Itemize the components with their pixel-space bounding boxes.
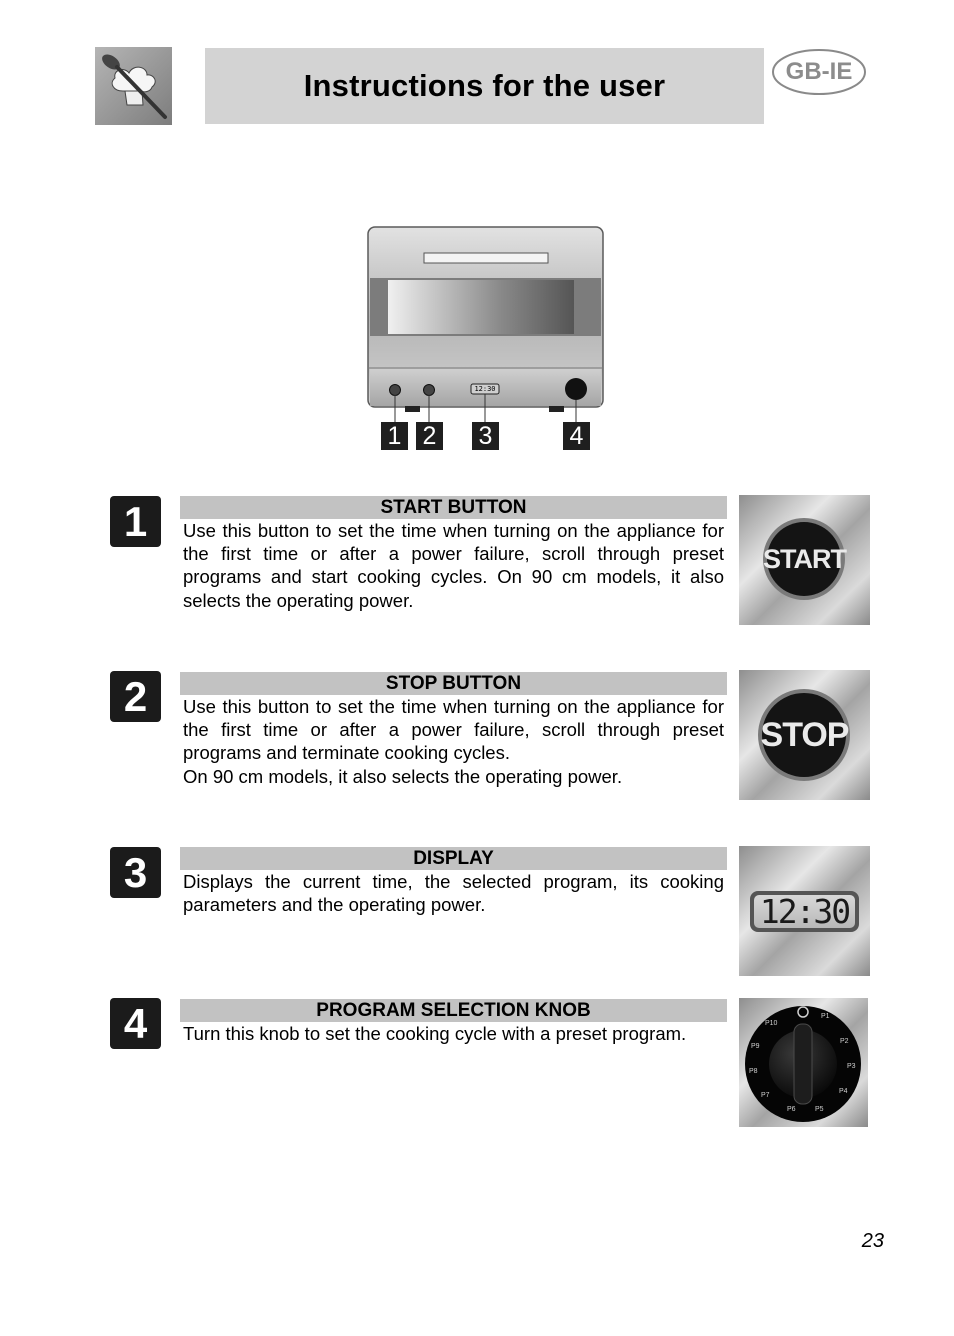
section-body-knob — [183, 1022, 724, 1045]
step-number-2 — [110, 671, 161, 722]
section-paragraph: Use this button to set the time when turning on the appliance for the first time or after a power failure, scroll through preset programs and terminate cooking cycles. — [183, 696, 724, 764]
step-number-4 — [110, 998, 161, 1049]
knob-label-p4: P4 — [839, 1088, 848, 1095]
display-readout: 12:30 — [759, 892, 850, 931]
knob-label-p2: P2 — [840, 1038, 849, 1045]
knob-label-p8: P8 — [749, 1068, 758, 1075]
section-heading-display: DISPLAY — [180, 847, 727, 870]
oven-callout-1: 1 — [387, 422, 402, 450]
knob-photo — [739, 998, 868, 1127]
knob-label-p1: P1 — [821, 1013, 830, 1020]
step-number-1 — [110, 496, 161, 547]
region-badge-text: GB-IE — [785, 58, 853, 85]
start-button-label: START — [763, 544, 846, 574]
header-title-bar — [205, 48, 764, 124]
step-number-3 — [110, 847, 161, 898]
chef-logo — [95, 47, 172, 125]
stop-button-label: STOP — [760, 716, 849, 754]
knob-label-p9: P9 — [751, 1043, 760, 1050]
knob-label-p7: P7 — [761, 1092, 770, 1099]
section-paragraph: Use this button to set the time when turning on the appliance for the first time or after a power failure, scroll through preset programs and start cooking cycles. On 90 cm models, it also selects the operating power. — [183, 520, 724, 611]
step-number-4-text: 4 — [123, 1000, 148, 1047]
section-heading-start: START BUTTON — [180, 496, 727, 519]
oven-callout-4: 4 — [569, 422, 584, 450]
knob-label-p3: P3 — [847, 1063, 856, 1070]
section-body-stop — [183, 695, 724, 788]
step-number-3-text: 3 — [123, 849, 148, 896]
section-heading-stop: STOP BUTTON — [180, 672, 727, 695]
page-title: Instructions for the user — [303, 68, 666, 103]
region-badge — [771, 48, 867, 96]
section-paragraph: Turn this knob to set the cooking cycle with a preset program. — [183, 1023, 687, 1044]
section-body-display — [183, 870, 724, 916]
stop-button-photo — [739, 670, 870, 800]
knob-label-p5: P5 — [815, 1106, 824, 1113]
start-button-photo — [739, 495, 870, 625]
section-body-start — [183, 519, 724, 612]
knob-label-p6: P6 — [787, 1106, 796, 1113]
chef-hat-spoon-icon — [95, 47, 172, 125]
section-paragraph: On 90 cm models, it also selects the operating power. — [183, 765, 623, 787]
oven-illustration — [360, 222, 610, 457]
knob-label-p10: P10 — [765, 1020, 778, 1027]
page-number: 23 — [861, 1230, 884, 1252]
oven-callout-3: 3 — [478, 422, 493, 450]
step-number-2-text: 2 — [123, 673, 148, 720]
oven-callout-2: 2 — [422, 422, 437, 450]
section-heading-knob: PROGRAM SELECTION KNOB — [180, 999, 727, 1022]
step-number-1-text: 1 — [123, 498, 148, 545]
oven-display-readout: 12:30 — [474, 385, 496, 393]
section-paragraph: Displays the current time, the selected program, its cooking parameters and the operating power. — [183, 871, 724, 916]
display-photo — [739, 846, 870, 976]
